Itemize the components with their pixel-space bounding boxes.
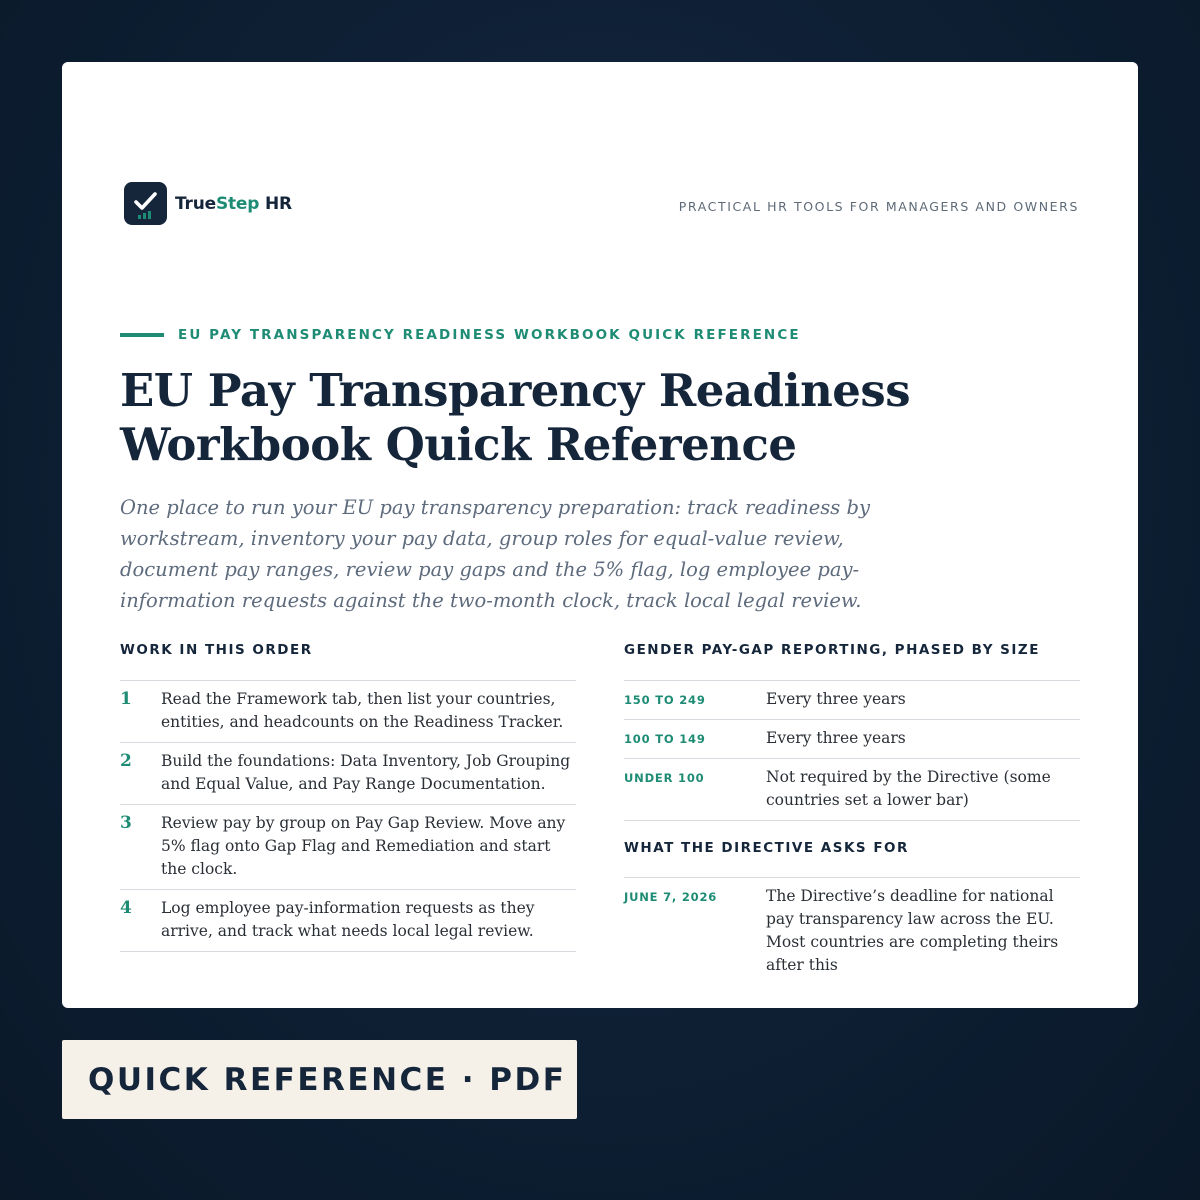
list-item — [120, 805, 576, 890]
eyebrow-text: EU PAY TRANSPARENCY READINESS WORKBOOK QUICK REFERENCE — [178, 327, 801, 343]
step-text: Read the Framework tab, then list your countries, entities, and headcounts on the Readiness Tracker. — [161, 690, 564, 731]
reporting-heading: GENDER PAY-GAP REPORTING, PHASED BY SIZE — [624, 642, 1040, 658]
list-item — [120, 743, 576, 805]
document-preview-card — [62, 62, 1138, 1008]
format-badge-label: QUICK REFERENCE · PDF — [88, 1061, 567, 1098]
brand-logo — [124, 182, 292, 225]
table-row — [624, 681, 1080, 720]
row-label: JUNE 7, 2026 — [624, 890, 718, 904]
eyebrow-divider — [120, 333, 164, 337]
row-value: Every three years — [766, 690, 906, 708]
brand-name: TrueStep HR — [175, 193, 292, 214]
reporting-table — [624, 680, 1080, 821]
format-badge — [62, 1040, 577, 1119]
row-label: 100 TO 149 — [624, 732, 706, 746]
row-label: UNDER 100 — [624, 771, 705, 785]
work-order-list — [120, 680, 576, 952]
checkmark-chart-icon — [124, 182, 167, 225]
table-row — [624, 878, 1080, 985]
row-label: 150 TO 249 — [624, 693, 706, 707]
row-value: The Directive’s deadline for national pay transparency law across the EU. Most countries are completing theirs after this — [766, 887, 1059, 974]
list-item — [120, 681, 576, 743]
doc-eyebrow — [120, 327, 801, 343]
step-number: 1 — [120, 689, 132, 709]
step-number: 3 — [120, 813, 132, 833]
header-tagline: PRACTICAL HR TOOLS FOR MANAGERS AND OWNERS — [678, 199, 1079, 214]
doc-title: EU Pay Transparency Readiness Workbook Quick Reference — [120, 364, 911, 471]
list-item — [120, 890, 576, 952]
step-text: Build the foundations: Data Inventory, Job Grouping and Equal Value, and Pay Range Documentation. — [161, 752, 571, 793]
step-text: Log employee pay-information requests as they arrive, and track what needs local legal review. — [161, 899, 535, 940]
step-text: Review pay by group on Pay Gap Review. Move any 5% flag onto Gap Flag and Remediation and start the clock. — [161, 814, 566, 878]
directive-heading: WHAT THE DIRECTIVE ASKS FOR — [624, 840, 909, 856]
directive-table — [624, 877, 1080, 985]
doc-intro: One place to run your EU pay transparency preparation: track readiness by workstream, inventory your pay data, group roles for equal-value review, document pay ranges, review pay gaps and the 5% flag, log employee pay-information requests against the two-month clock, track local legal review. — [120, 496, 871, 612]
work-order-heading: WORK IN THIS ORDER — [120, 642, 313, 658]
step-number: 4 — [120, 898, 132, 918]
step-number: 2 — [120, 751, 132, 771]
table-row — [624, 759, 1080, 821]
table-row — [624, 720, 1080, 759]
row-value: Every three years — [766, 729, 906, 747]
row-value: Not required by the Directive (some countries set a lower bar) — [766, 768, 1051, 809]
